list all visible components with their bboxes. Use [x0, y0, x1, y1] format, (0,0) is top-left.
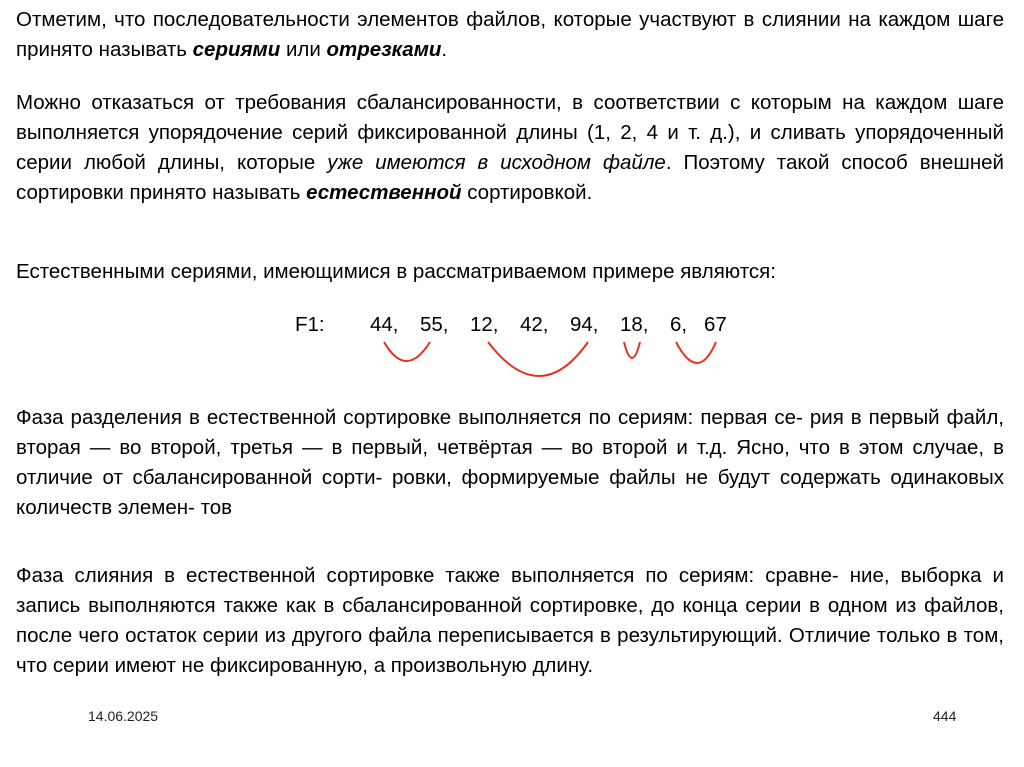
paragraph-merge-phase: Фаза слияния в естественной сортировке также выполняется по сериям: сравне- ние, выборка и запись выполняются также как в сбалансированной сортировке, до конца серии в одном из файлов, после чего остаток серии из другого файла переписывается в результирующий. Отличие только в том, что серии имеют не фиксированную, а произвольную длину. [16, 564, 1004, 677]
series-item: 44, [370, 313, 399, 336]
paragraph-text: Можно отказаться от требования сбалансированности, в соответствии с которым на каждом шаге выполняется упорядочение серий фиксированной длины (1, 2, 4 и т. д.), и сливать упорядоченный серии любой длины, которые [16, 91, 1004, 174]
paragraph-text: сортировкой. [461, 181, 593, 204]
paragraph-text: . [441, 38, 448, 61]
paragraph-natural-sort-definition [16, 88, 1004, 208]
paragraph-example-intro: Естественными сериями, имеющимися в рассматриваемом примере являются: [16, 260, 776, 283]
series-item: 42, [520, 313, 549, 336]
series-arc [676, 342, 716, 363]
term-natural: естественной [306, 181, 462, 204]
series-item: 12, [470, 313, 499, 336]
series-item: 67 [704, 313, 727, 336]
page-number: 444 [933, 708, 957, 724]
italic-phrase: уже имеются в исходном файле [327, 151, 666, 174]
series-label: F1: [295, 313, 325, 336]
paragraph-text: Отметим, что последовательности элементов файлов, которые участвуют в слиянии на каждом шаге принято называть [16, 8, 1004, 61]
series-arc [488, 342, 588, 376]
series-item: 55, [420, 313, 449, 336]
term-segments: отрезками [326, 38, 442, 61]
series-arc [624, 342, 640, 358]
paragraph-text: или [280, 38, 327, 61]
paragraph-split-phase: Фаза разделения в естественной сортировке выполняется по сериям: первая се- рия в первый файл, вторая — во второй, третья — в первый, четвёртая — во второй и т.д. Ясно, что в этом случае, в отличие от сбалансированной сорти- ровки, формируемые файлы не будут содержать одинаковых количеств элемен- тов [16, 406, 1004, 519]
series-item: 18, [620, 313, 649, 336]
term-series: сериями [192, 38, 281, 61]
series-item: 6, [670, 313, 688, 336]
footer-date: 14.06.2025 [88, 708, 159, 724]
series-arcs [0, 330, 1024, 390]
paragraph-text: . Поэтому такой способ внешней сортировки принято называть [16, 151, 1005, 204]
series-item: 94, [570, 313, 599, 336]
paragraph-series-definition [16, 5, 1004, 65]
series-arc [384, 342, 430, 361]
